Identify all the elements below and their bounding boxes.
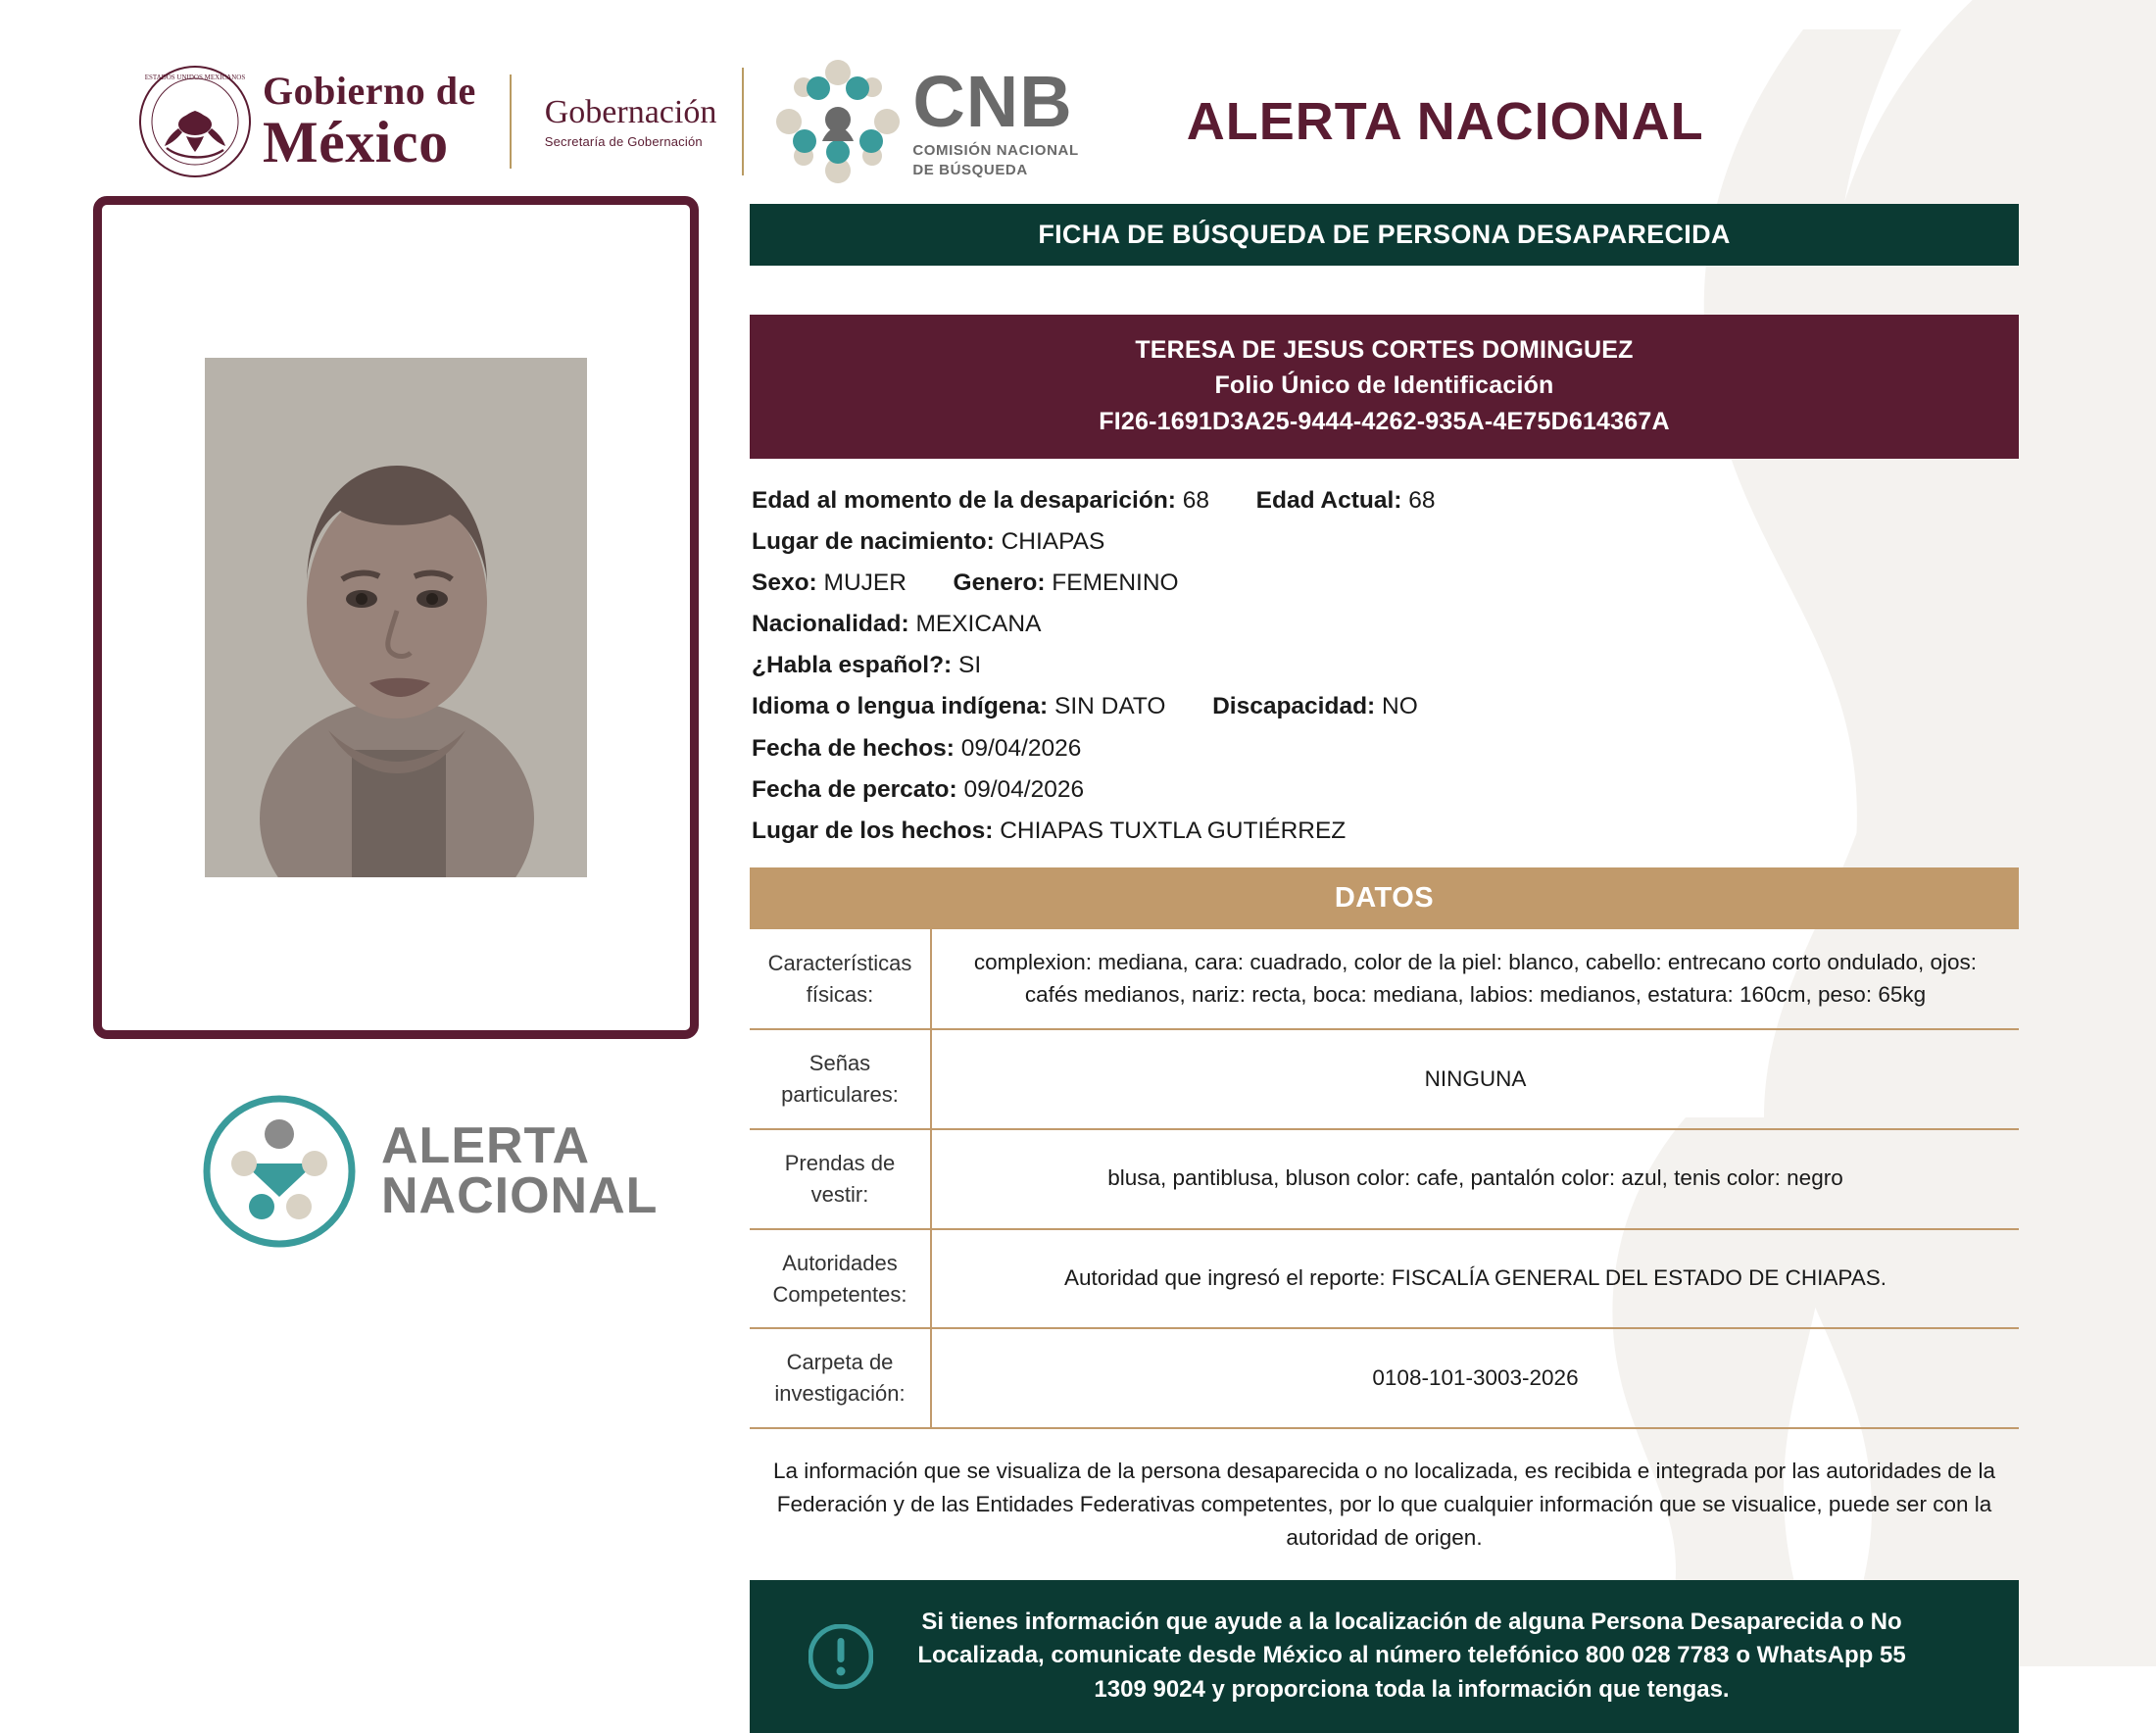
value-discapacidad: NO (1382, 693, 1418, 720)
gobierno-line-2: México (263, 110, 449, 174)
field-row-fecha-percato (752, 769, 2019, 811)
label-lugar-nacimiento: Lugar de nacimiento: (752, 527, 995, 555)
badge-line-2: NACIONAL (381, 1167, 659, 1224)
value-lugar-hechos: CHIAPAS TUXTLA GUTIÉRREZ (1000, 817, 1347, 844)
row-label: Señas particulares: (750, 1029, 931, 1129)
field-row-edad (752, 480, 2019, 521)
label-nacionalidad: Nacionalidad: (752, 611, 909, 638)
right-column (701, 196, 2019, 1733)
datos-table (750, 929, 2019, 1429)
alerta-badge-icon (201, 1093, 358, 1250)
folio-value: FI26-1691D3A25-9444-4262-935A-4E75D614367A (1099, 407, 1670, 435)
main-content (0, 196, 2156, 1733)
value-lugar-nacimiento: CHIAPAS (1001, 527, 1105, 555)
photo-frame (93, 196, 699, 1039)
disclaimer-text: La información que se visualiza de la persona desaparecida o no localizada, es recibida e integrada por las autoridades de la Federación y de las Entidades Federativas competentes, por lo que cualquier información que se visualice, puede ser con la autoridad de origen. (772, 1459, 1996, 1550)
cnb-name-line-1: COMISIÓN NACIONAL (912, 142, 1079, 159)
table-row (750, 929, 2019, 1029)
row-label: Carpeta de investigación: (750, 1328, 931, 1428)
value-edad-actual: 68 (1408, 486, 1436, 514)
field-row-idioma-discapacidad (752, 686, 2019, 727)
value-fecha-percato: 09/04/2026 (963, 775, 1085, 803)
datos-section-title: DATOS (750, 867, 2019, 929)
value-nacionalidad: MEXICANA (915, 611, 1042, 638)
badge-line-1: ALERTA (381, 1117, 591, 1175)
label-edad-actual: Edad Actual: (1255, 486, 1402, 514)
exclamation-icon (808, 1624, 873, 1689)
field-row-fecha-hechos (752, 728, 2019, 769)
cnb-acronym: CNB (912, 61, 1073, 142)
label-discapacidad: Discapacidad: (1212, 693, 1376, 720)
label-edad-desaparicion: Edad al momento de la desaparición: (752, 486, 1176, 514)
ficha-banner: FICHA DE BÚSQUEDA DE PERSONA DESAPARECIDA (750, 204, 2019, 266)
value-sexo: MUJER (823, 569, 906, 596)
missing-person-photo (205, 358, 587, 877)
label-fecha-hechos: Fecha de hechos: (752, 734, 955, 762)
header-divider-2 (742, 68, 744, 175)
row-value: Autoridad que ingresó el reporte: FISCALÍA GENERAL DEL ESTADO DE CHIAPAS. (931, 1229, 2019, 1329)
row-label: Autoridades Competentes: (750, 1229, 931, 1329)
person-identity-banner (750, 315, 2019, 459)
table-row (750, 1328, 2019, 1428)
row-label: Características físicas: (750, 929, 931, 1029)
field-row-sexo-genero (752, 563, 2019, 604)
alerta-nacional-badge (93, 1093, 701, 1250)
contact-callout-text: Si tienes información que ayude a la localización de alguna Persona Desaparecida o No Localizada, comunicate desde México al número telefónico 800 028 7783 o WhatsApp 55 1309 9024 y proporciona toda la información que tengas. (917, 1608, 1906, 1704)
table-row (750, 1229, 2019, 1329)
value-idioma: SIN DATO (1054, 693, 1166, 720)
label-sexo: Sexo: (752, 569, 817, 596)
value-edad-desaparicion: 68 (1182, 486, 1210, 514)
gobernacion-subtitle: Secretaría de Gobernación (544, 133, 703, 149)
person-name: TERESA DE JESUS CORTES DOMINGUEZ (1135, 336, 1634, 364)
field-row-nacionalidad (752, 604, 2019, 645)
page-header (0, 0, 2156, 196)
header-divider-1 (510, 74, 512, 169)
gobierno-wordmark (263, 69, 476, 174)
label-genero: Genero: (953, 569, 1046, 596)
alerta-nacional-heading: ALERTA NACIONAL (1186, 92, 1704, 151)
label-idioma: Idioma o lengua indígena: (752, 693, 1049, 720)
value-fecha-hechos: 09/04/2026 (960, 734, 1082, 762)
table-row (750, 1129, 2019, 1229)
row-value: complexion: mediana, cara: cuadrado, color de la piel: blanco, cabello: entrecano corto ondulado, ojos: cafés medianos, nariz: recta, boca: mediana, labios: medianos, estatura: 160cm, peso: 65kg (931, 929, 2019, 1029)
person-fields (750, 459, 2019, 858)
label-fecha-percato: Fecha de percato: (752, 775, 957, 803)
mexican-eagle-logo-icon (137, 64, 253, 179)
row-value: 0108-101-3003-2026 (931, 1328, 2019, 1428)
table-row (750, 1029, 2019, 1129)
row-label: Prendas de vestir: (750, 1129, 931, 1229)
value-habla-espanol: SI (958, 652, 982, 679)
field-row-lugar-nacimiento (752, 521, 2019, 563)
field-row-habla-espanol (752, 645, 2019, 686)
cnb-name-line-2: DE BÚSQUEDA (912, 162, 1028, 178)
contact-callout (750, 1580, 2019, 1733)
field-row-lugar-hechos (752, 811, 2019, 852)
gobernacion-wordmark (545, 94, 717, 149)
folio-label: Folio Único de Identificación (1214, 371, 1554, 400)
row-value: blusa, pantiblusa, bluson color: cafe, pantalón color: azul, tenis color: negro (931, 1129, 2019, 1229)
gobernacion-title: Gobernación (544, 94, 717, 131)
value-genero: FEMENINO (1052, 569, 1179, 596)
svg-text:ESTADOS UNIDOS MEXICANOS: ESTADOS UNIDOS MEXICANOS (144, 74, 246, 81)
label-lugar-hechos: Lugar de los hechos: (752, 817, 994, 844)
gobierno-line-1: Gobierno de (263, 69, 476, 113)
cnb-emblem-icon (773, 57, 903, 186)
row-value: NINGUNA (931, 1029, 2019, 1129)
cnb-logo-block (773, 57, 1078, 186)
left-column (93, 196, 701, 1250)
label-habla-espanol: ¿Habla español?: (752, 652, 953, 679)
